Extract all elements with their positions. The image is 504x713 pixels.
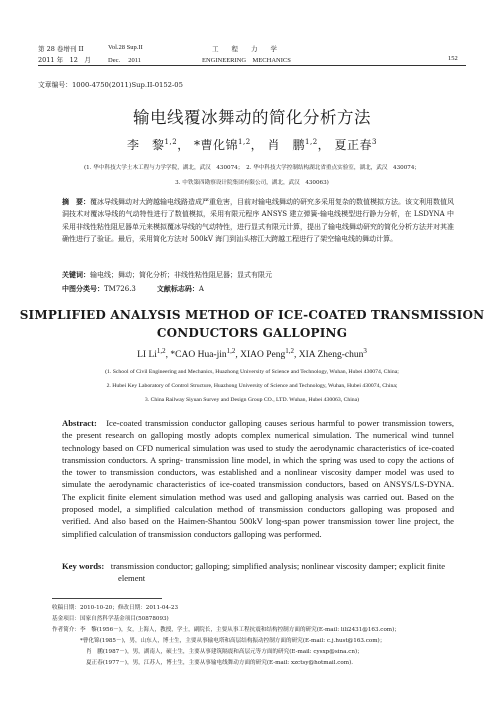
abstract-cn	[62, 196, 454, 245]
footnote-received: 收稿日期：2010-10-20；修改日期：2011-04-23	[52, 605, 179, 611]
authors-en: LI Li$^{1,2}$, *CAO Hua-jin$^{1,2}$, XIAO Peng$^{1,2}$, XIA Zheng-chun$^3$	[137, 346, 367, 360]
keywords-en: Key words: transmission conductor; galloping; simplified analysis; nonlinear viscosity damper; explicit finite	[62, 561, 446, 571]
footnote-fund: 基金项目：国家自然科学基金项目(50878093)	[52, 616, 169, 622]
author-en-1: LI Li$^{1,2}$	[137, 346, 166, 360]
author-cn-1: 李 黎$^{1,2}$	[127, 138, 178, 152]
abstract-cn-text: 覆冰导线舞动对大跨越输电线路造成严重危害，目前对输电线舞动的研究多采用复杂的数值模拟方法。该文利用数值风洞技术对覆冰导线的气动特性进行了数值模拟，采用有限元程序 ANSYS 建立弹簧-输电线模型进行静力分析，在 LSDYNA 中采用非线性粘性阻尼器单元来模拟覆冰导线的气动特性，进行显式有限元计算，提出了输电线舞动研究的简化分析方法并对其准确性进行了验证。最后，采用简化方法对 500kV 海门到汕头榕江大跨越工程进行了架空输电线的舞动计算。	[62, 198, 454, 243]
footnote-rule	[52, 598, 162, 599]
abstract-en	[62, 417, 454, 540]
header-vol-en: Vol.28 Sup.II	[108, 44, 143, 51]
header-volume: 第 28 卷增刊 II	[38, 45, 84, 53]
authors-cn: 李 黎$^{1,2}$， *曹化锦$^{1,2}$， 肖 鹏$^{1,2}$， 夏正春$^3$	[127, 138, 377, 152]
header-page-number: 152	[448, 55, 458, 62]
title-cn: 输电线覆冰舞动的简化分析方法	[133, 108, 371, 127]
title-en-line-2: CONDUCTORS GALLOPING	[156, 326, 348, 340]
abstract-cn-label: 摘 要：	[62, 197, 90, 206]
header-date-en: Dec. 2011	[108, 57, 141, 64]
article-id: 文章编号：1000-4750(2011)Sup.II-0152-05	[38, 81, 183, 89]
header-rule	[38, 65, 466, 66]
affiliation-cn-2: 3. 中铁第四勘察设计院集团有限公司，湖北，武汉 430063)	[175, 180, 329, 186]
author-cn-2: *曹化锦$^{1,2}$	[194, 138, 251, 152]
keywords-en-line-2: element	[118, 573, 146, 583]
abstract-en-label: Abstract:	[62, 418, 97, 428]
author-cn-4: 夏正春$^3$	[334, 138, 377, 152]
affiliation-cn-1: (1. 华中科技大学土木工程与力学学院，湖北，武汉 430074； 2. 华中科技大学控制结构湖北省重点实验室，湖北，武汉 430074；	[83, 165, 420, 171]
footnote-author-3: 肖 鹏(1987－)，男，湖南人，硕士生，主要从事建筑隔震和高层元等方面的研究(E-mail: cysxp@sina.cn)；	[86, 649, 363, 655]
header-year-month: 2011 年 12 月	[38, 56, 91, 64]
keywords-cn: 关键词：输电线；舞动；简化分析；非线性粘性阻尼器；显式有限元	[62, 270, 272, 279]
footnote-author-1: 作者简介：李 黎(1956－)，女，上海人，教授，学士，副院长，主要从事工程抗震和结构控制方面的研究(E-mail: lili2431@163.com)；	[52, 627, 400, 633]
header-journal-en: ENGINEERING MECHANICS	[202, 57, 291, 64]
affiliation-en-3: 3. China Railway Siyuan Survey and Design Group CO., LTD. Wuhan, Hubei 430063, China)	[144, 397, 360, 403]
author-en-2: *CAO Hua-jin$^{1,2}$	[170, 346, 236, 360]
abstract-en-text: Ice-coated transmission conductor galloping causes serious harmful to power transmission towers, the present research on galloping mostly adopts complex numerical simulation. The numerical wind tunnel technology based on CFD numerical simulation was used to study the aerodynamic characteristics of ice-coated transmission conductors. A spring- transmission line model, in which the spring was used to copy the actions of the tower to transmission conductors, was established and a nonlinear viscosity damper model was used to simulate the aerodynamic characteristics of ice-coated transmission conductors, based on ANSYS/LS-DYNA. The explicit finite element simulation method was used and galloping analysis was carried out. Based on the proposed model, a simplified calculation method of transmission conductors galloping was proposed and verified. And also based on the Haimen-Shantou 500kV long-span power transmission tower line project, the simplified calculation of transmission conductors galloping was performed.	[62, 418, 454, 539]
footnote-author-4: 夏正春(1977－)，男，江苏人，博士生，主要从事输电线舞动方面的研究(E-mail: xzctsy@hotmail.com).	[86, 660, 354, 666]
author-en-4: XIA Zheng-chun$^3$	[298, 346, 367, 360]
affiliation-en-1: (1. School of Civil Engineering and Mechanics, Huazhong University of Science and Technology, Wuhan, Hubei 430074, China;	[105, 369, 399, 375]
title-en-line-1: SIMPLIFIED ANALYSIS METHOD OF ICE-COATED TRANSMISSION	[19, 308, 485, 322]
footnote-author-2: *曹化锦(1985－)，男，山东人，博士生，主要从事输电塔和高层结构振动控制方面的研究(E-mail: c.j.hust@163.com)；	[80, 638, 386, 644]
author-cn-3: 肖 鹏$^{1,2}$	[267, 138, 318, 152]
header-journal-cn: 工 程 力 学	[212, 45, 277, 53]
affiliation-en-2: 2. Hubei Key Laboratory of Control Structure, Huazhong University of Science and Technology, Wuhan, Hubei 430074, China;	[106, 383, 398, 389]
author-en-3: XIAO Peng$^{1,2}$	[240, 346, 294, 360]
classification: 中图分类号：TM726.3 文献标志码：A	[62, 284, 204, 293]
